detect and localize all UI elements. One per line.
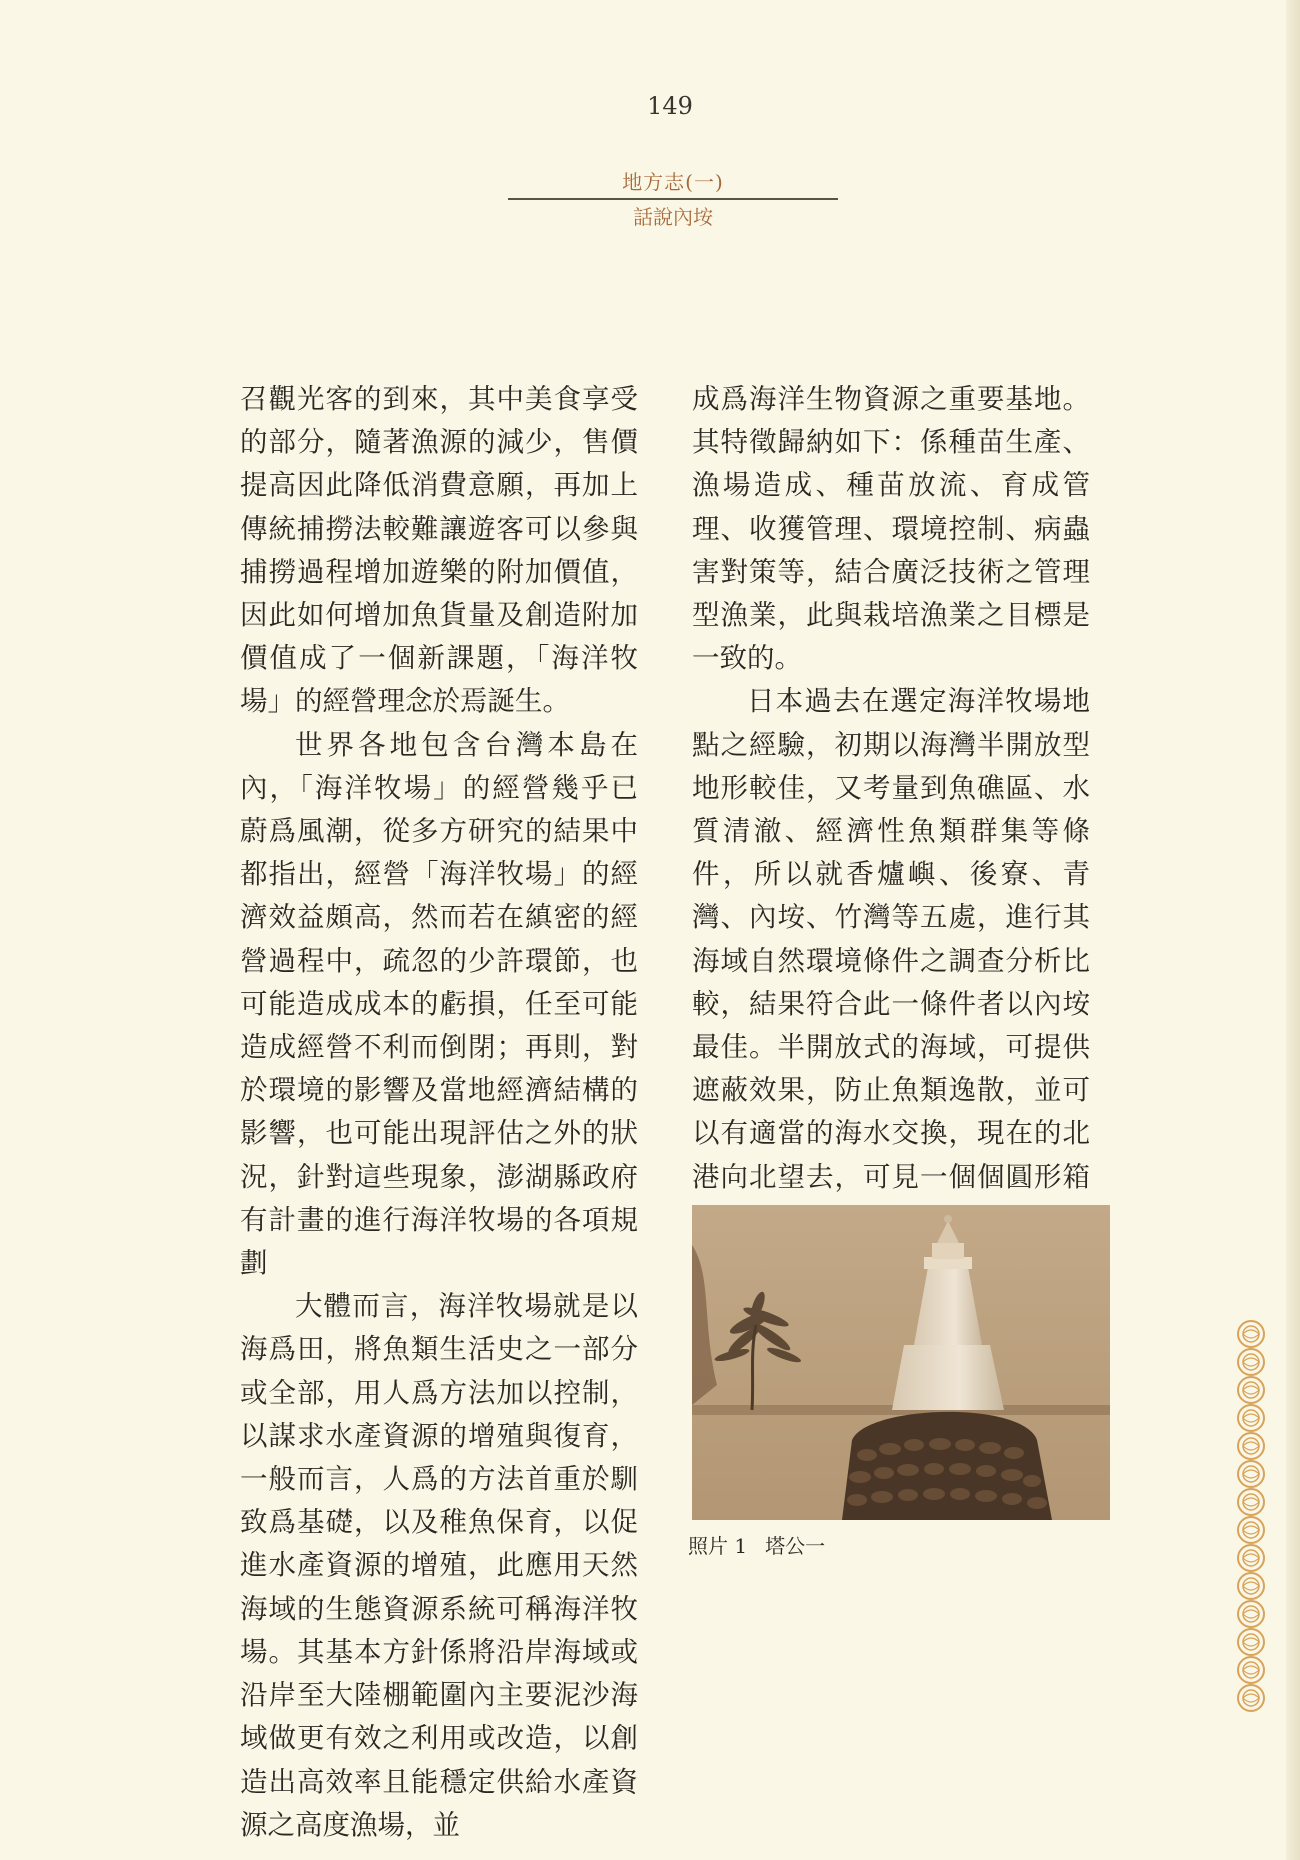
running-head-title: 地方志(一) — [622, 170, 724, 194]
page-number: 149 — [647, 92, 693, 120]
decorative-border-ornament-icon — [1234, 1320, 1268, 1720]
photo-pagoda — [692, 1205, 1110, 1520]
running-head-subtitle: 話說內垵 — [633, 204, 713, 229]
left-paragraph-2: 世界各地包含台灣本島在內，「海洋牧場」的經營幾乎已蔚爲風潮，從多方研究的結果中都指出，經營「海洋牧場」的經濟效益頗高，然而若在縝密的經營過程中，疏忽的少許環節，也可能造成成本的虧損，任至可能造成經營不利而倒閉；再則，對於環境的影響及當地經濟結構的影響，也可能出現評估之外的狀況，針對這些現象，澎湖縣政府有計畫的進行海洋牧場的各項規劃 — [240, 728, 638, 1280]
right-paragraph-2: 日本過去在選定海洋牧場地點之經驗，初期以海灣半開放型地形較佳，又考量到魚礁區、水質清澈、經濟性魚類群集等條件，所以就香爐嶼、後寮、青灣、內垵、竹灣等五處，進行其海域自然環境條件之調查分析比較，結果符合此一條件者以內垵最佳。半開放式的海域，可提供遮蔽效果，防止魚類逸散，並可以有適當的海水交換，現在的北港向北望去，可見一個個圓形箱 — [692, 685, 1090, 1193]
right-column — [692, 378, 1090, 1285]
photo-caption-number: 照片 1 — [688, 1534, 748, 1558]
page-edge — [1286, 0, 1300, 1860]
left-column — [240, 378, 638, 1847]
right-paragraph-1: 成爲海洋生物資源之重要基地。其特徵歸納如下：係種苗生產、漁場造成、種苗放流、育成管理、收獲管理、環境控制、病蟲害對策等，結合廣泛技術之管理型漁業，此與栽培漁業之目標是一致的。 — [692, 383, 1090, 675]
photo-caption — [688, 1530, 825, 1559]
photo-caption-text: 塔公一 — [765, 1534, 826, 1558]
left-paragraph-1: 召觀光客的到來，其中美食享受的部分，隨著漁源的減少，售價提高因此降低消費意願，再加上傳統捕撈法較難讓遊客可以參與捕撈過程增加遊樂的附加價值，因此如何增加魚貨量及創造附加價值成了一個新課題，「海洋牧場」的經營理念於焉誕生。 — [240, 383, 638, 718]
running-head — [508, 168, 838, 231]
left-paragraph-3: 大體而言，海洋牧場就是以海爲田，將魚類生活史之一部分或全部，用人爲方法加以控制，以謀求水產資源的增殖與復育，一般而言，人爲的方法首重於馴致爲基礎，以及稚魚保育，以促進水產資源的增殖，此應用天然海域的生態資源系統可稱海洋牧場。其基本方針係將沿岸海域或沿岸至大陸棚範圍內主要泥沙海域做更有效之利用或改造，以創造出高效率且能穩定供給水產資源之高度漁場，並 — [240, 1290, 638, 1841]
pagoda-photo-illustration — [692, 1205, 1110, 1520]
running-head-rule — [508, 198, 838, 200]
